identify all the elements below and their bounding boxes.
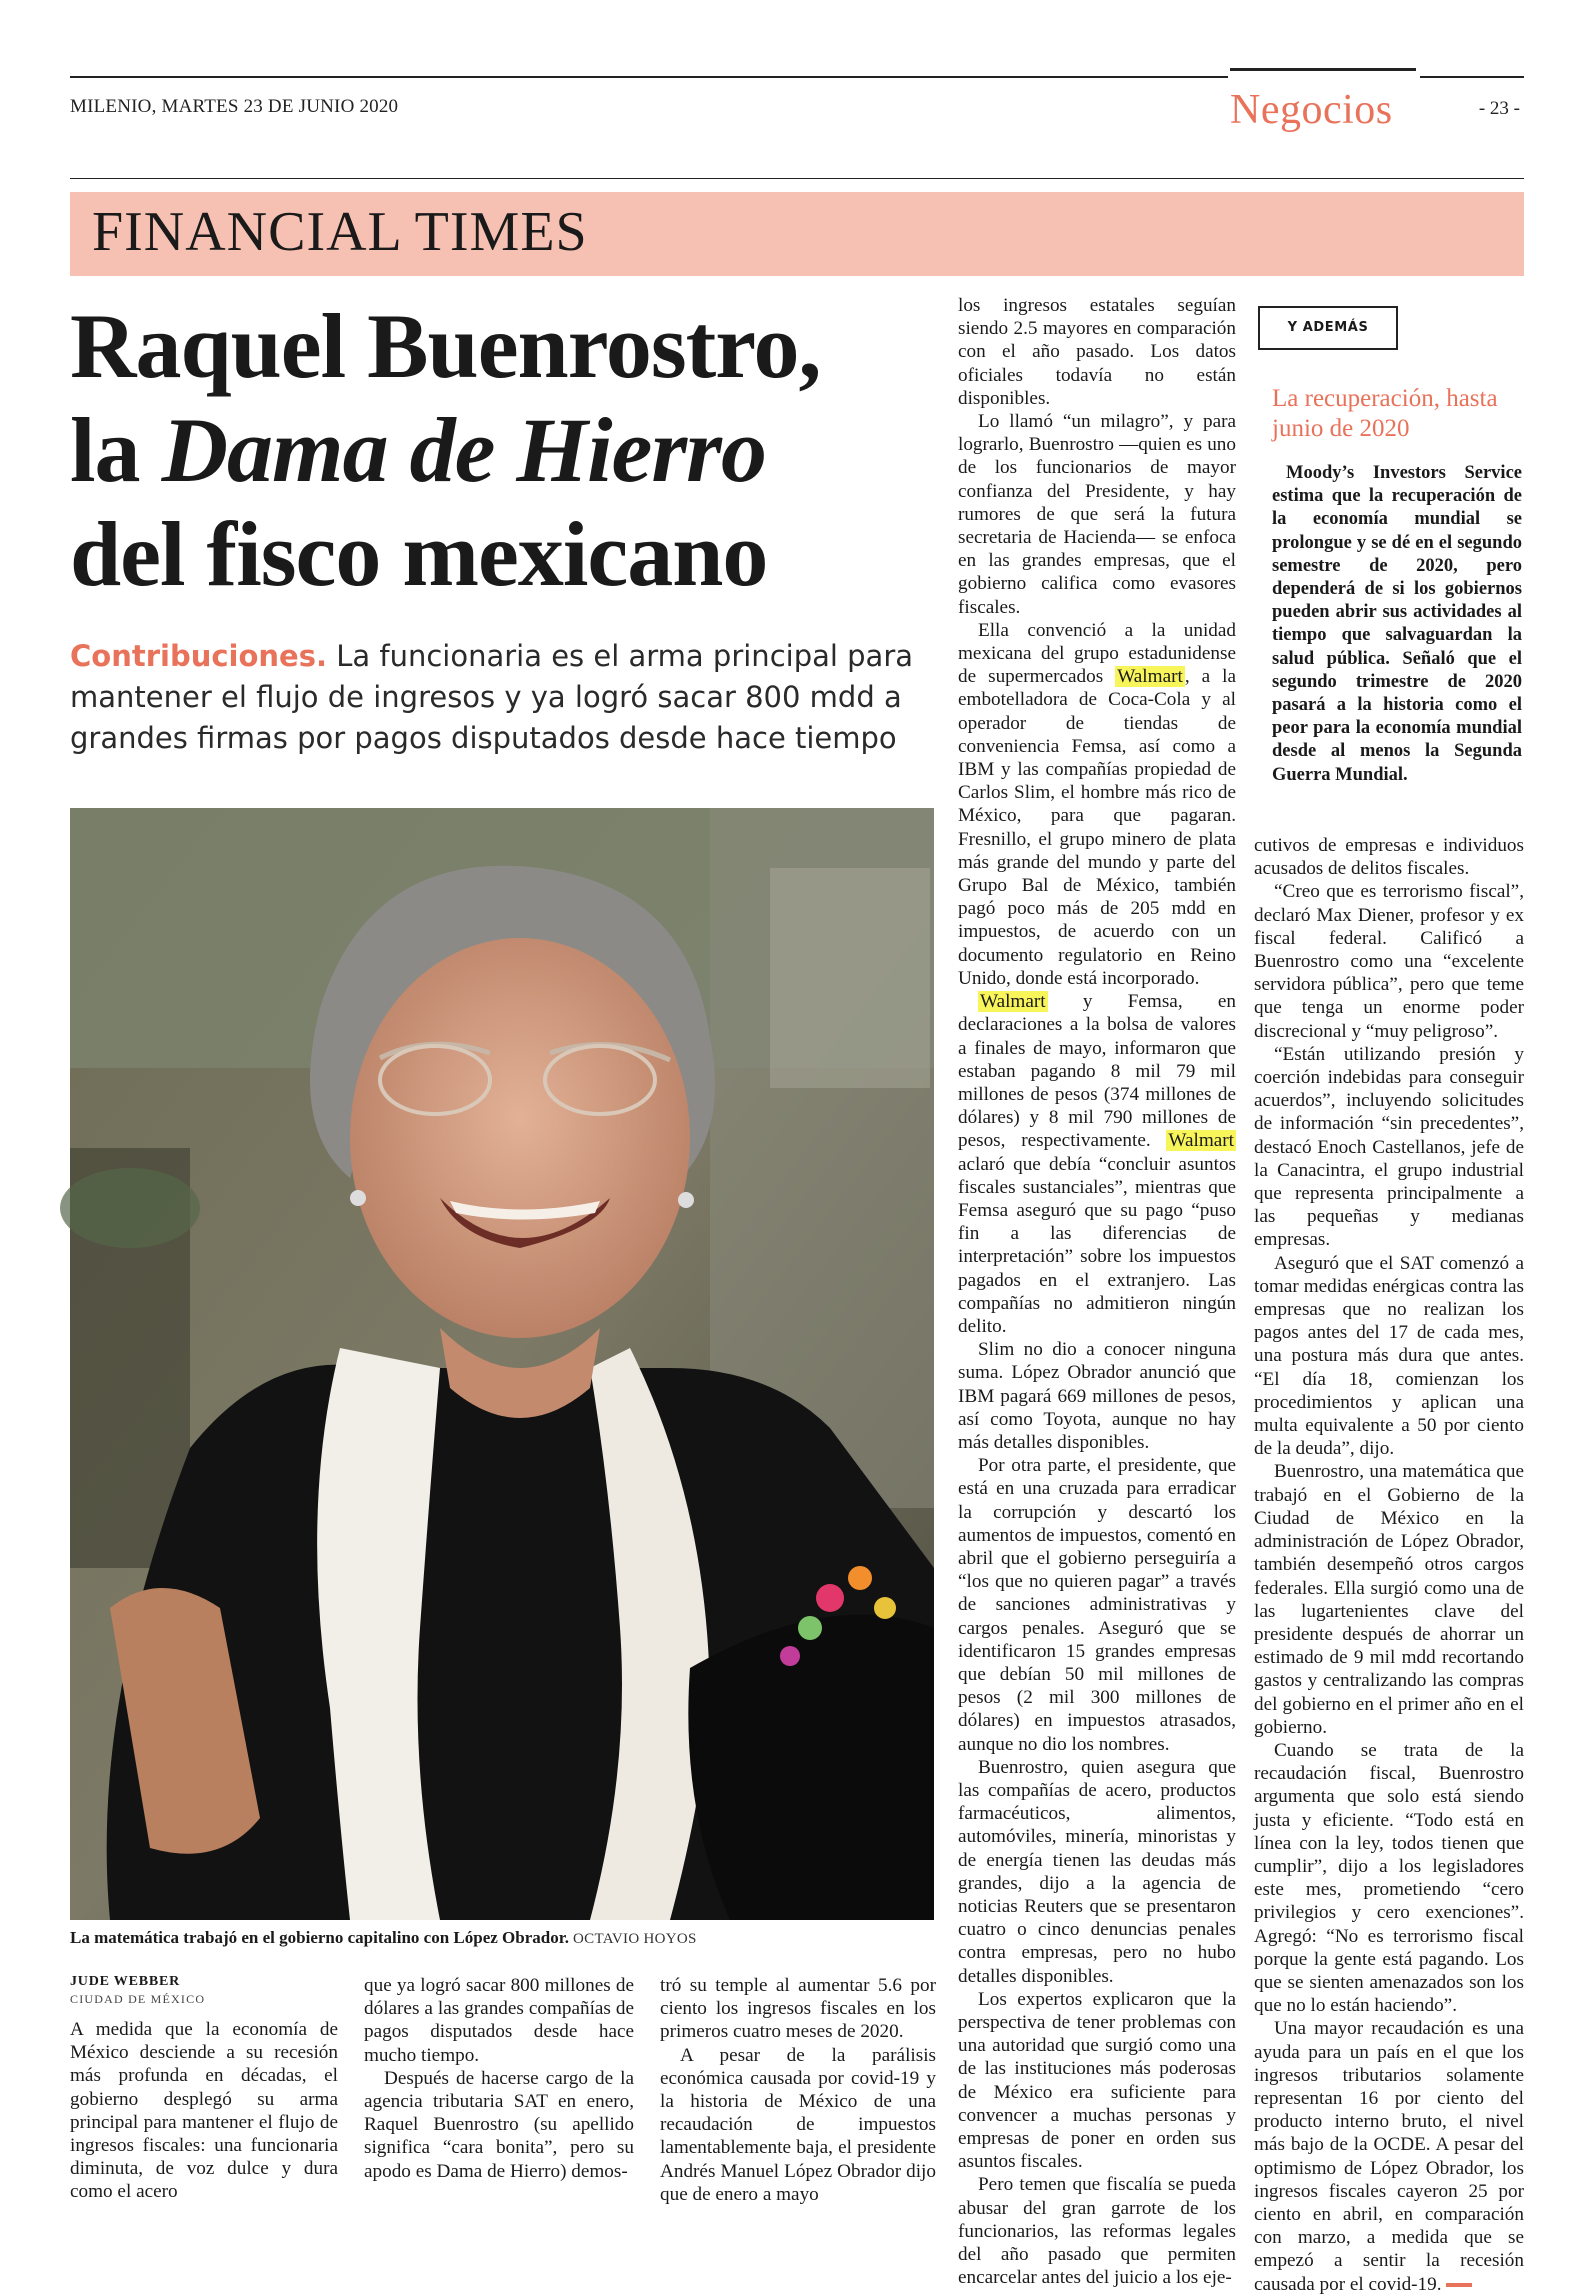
column-3 <box>660 1974 936 2206</box>
col5-p7 <box>1254 2017 1524 2295</box>
col4-p8: Los expertos explicaron que la perspectiva de tener problemas con una autoridad que surgió como una de las instituciones más poderosas de México era suficiente para convencer a muchas personas y empresas de poner en orden sus asuntos fiscales. <box>958 1988 1236 2173</box>
header-rule <box>70 178 1524 179</box>
photo-illustration <box>70 808 934 1920</box>
section-name: Negocios <box>1230 87 1393 133</box>
col5-p5: Buenrostro, una matemática que trabajó en el Gobierno de la Ciudad de México en la administración de López Obrador, también desempeñó otros cargos federales. Ella surgió como una de las lugartenientes clave del presidente después de ahorrar un estimado de 9 mil mdd recortando gastos y centralizando las compras del gobierno en el primer año en el gobierno. <box>1254 1461 1524 1738</box>
column-4 <box>958 294 1236 2289</box>
col5-p4: Aseguró que el SAT comenzó a tomar medidas enérgicas contra las empresas que no realizan los pagos antes del 17 de cada mes, una postura más dura que antes. “El día 18, comienzan los procedimientos y aplican una multa equivalente a 50 por ciento de la deuda”, dijo. <box>1254 1252 1524 1460</box>
dateline: MILENIO, MARTES 23 DE JUNIO 2020 <box>70 96 399 117</box>
col4-p4-d: aclaró que debía “concluir asuntos fiscales sustanciales”, mientras que Femsa aseguró que su pago “puso fin a las diferencias de interpretación” sobre los impuestos pagados en el extranjero. Las compañías no admitieron ningún delito. <box>958 1153 1236 1337</box>
photo-caption <box>70 1928 934 1948</box>
col4-p5: Slim no dio a conocer ninguna suma. López Obrador anunció que IBM pagará 669 millones de pesos, así como Toyota, aunque no hay más detalles disponibles. <box>958 1339 1236 1453</box>
caption-text: La matemática trabajó en el gobierno capitalino con López Obrador. <box>70 1928 569 1947</box>
column-5 <box>1254 834 1524 2296</box>
walmart-highlight: Walmart <box>1117 666 1183 688</box>
col4-p9: Pero temen que fiscalía se pueda abusar del gran garrote de los funcionarios, las reformas legales del año pasado que permiten encarcelar antes del juicio a los eje- <box>958 2174 1236 2289</box>
end-mark <box>1446 2283 1472 2287</box>
col3-p1: tró su temple al aumentar 5.6 por ciento los ingresos fiscales en los primeros cuatro meses de 2020. <box>660 1975 936 2043</box>
col5-p3: “Están utilizando presión y coerción indebidas para conseguir acuerdos”, incluyendo solicitudes de información “sin precedentes”, destacó Enoch Castellanos, jefe de la Canacintra, el grupo industrial que representa principalmente a las pequeñas y medianas empresas. <box>1254 1043 1524 1251</box>
col4-p3-b: , a la embotelladora de Coca-Cola y al operador de tiendas de conveniencia Femsa, así como a IBM y las compañías propiedad de Carlos Slim, el hombre más rico de México, para que pagaran. Fresnillo, el grupo minero de plata más grande del mundo y parte del Grupo Bal de México, también pagó poco más de 205 mdd en impuestos, de acuerdo con un documento regulatorio en Reino Unido, donde está incorporado. <box>958 666 1236 989</box>
col4-p3 <box>958 619 1236 990</box>
dek-text: La funcionaria es el arma principal para mantener el flujo de ingresos y ya logró sacar 800 mdd a grandes firmas por pagos disputados desde hace tiempo <box>70 639 914 755</box>
page-number: - 23 - <box>1478 98 1520 119</box>
article-photo <box>70 808 934 1920</box>
photo-credit: OCTAVIO HOYOS <box>568 1931 697 1947</box>
dek-kicker: Contribuciones. <box>70 639 328 673</box>
top-rule-gap <box>1228 70 1420 80</box>
walmart-highlight: Walmart <box>1168 1130 1234 1152</box>
dek <box>70 636 950 759</box>
column-2 <box>364 1974 634 2183</box>
col4-p4 <box>958 990 1236 1338</box>
headline-line2a: la <box>70 399 162 501</box>
col4-p7: Buenrostro, quien asegura que las compañías de acero, productos farmacéuticos, alimentos, automóviles, minería, minoristas y de energía tienen las deudas más grandes, dijo a la agencia de noticias Reuters que se presentaron cuatro o cinco denuncias penales contra empresas, pero no hubo detalles disponibles. <box>958 1756 1236 1987</box>
col3-p2: A pesar de la parálisis económica causada por covid-19 y la historia de México de una recaudación de impuestos lamentablemente baja, el presidente Andrés Manuel López Obrador dijo que de enero a mayo <box>660 2044 936 2205</box>
headline-line3: del fisco mexicano <box>70 503 768 605</box>
headline-italic: Dama de Hierro <box>161 399 766 501</box>
sidebar-tag: Y ADEMÁS <box>1258 306 1398 350</box>
walmart-highlight: Walmart <box>980 991 1046 1013</box>
col4-p4-b: y Femsa, en declaraciones a la bolsa de valores a finales de mayo, informaron que estaban pagando 8 mil 79 mil millones de pesos (374 millones de dólares) y 8 mil 790 millones de pesos, respectivamente. <box>958 991 1236 1152</box>
col4-p3-a: Ella convenció a la unidad mexicana del grupo estadunidense de supermercados <box>958 619 1236 688</box>
byline-name: JUDE WEBBER <box>70 1974 181 1989</box>
col4-p1: los ingresos estatales seguían siendo 2.5 mayores en comparación con el año pasado. Los datos oficiales todavía no están disponibles. <box>958 295 1236 409</box>
section-rule <box>1230 68 1416 71</box>
col4-p2: Lo llamó “un milagro”, y para lograrlo, Buenrostro —quien es uno de los funcionarios de mayor confianza del Presidente, y hay rumores de que será la futura secretaria de Hacienda— se enfoca en las grandes empresas, que el gobierno califica como evasores fiscales. <box>958 411 1236 618</box>
col1-p1: A medida que la economía de México desciende a su recesión más profunda en décadas, el gobierno desplegó su arma principal para mantener el flujo de ingresos fiscales: una funcionaria diminuta, de voz dulce y dura como el acero <box>70 2019 338 2203</box>
ft-label: FINANCIAL TIMES <box>92 201 588 263</box>
col5-p6: Cuando se trata de la recaudación fiscal, Buenrostro argumenta que solo está siendo justa y eficiente. “Todo está en línea con la ley, todos tienen que cumplir”, dijo a los legisladores este mes, prometiendo “cero privilegios y cero exenciones”. Agregó: “No es terrorismo fiscal porque la gente está pagando. Los que se sienten amenazados son los que no lo están haciendo”. <box>1254 1739 1524 2017</box>
col5-p7-text: Una mayor recaudación es una ayuda para un país en el que los ingresos tributarios solamente representan 16 por ciento del producto interno bruto, el nivel más bajo de la OCDE. A pesar del optimismo de López Obrador, los ingresos fiscales cayeron 25 por ciento en abril, en comparación con marzo, a medida que se empezó a sentir la recesión causada por el covid-19. <box>1254 2018 1524 2295</box>
col5-p2: “Creo que es terrorismo fiscal”, declaró Max Diener, profesor y ex fiscal federal. Calificó a Buenrostro como una “excelente servidora pública”, pero que teme que tenga un enorme poder discrecional y “muy peligroso”. <box>1254 881 1524 1042</box>
col2-p1: que ya logró sacar 800 millones de dólares a las grandes compañías de pagos disputados desde hace mucho tiempo. <box>364 1975 634 2066</box>
headline <box>70 294 950 606</box>
headline-line1: Raquel Buenrostro, <box>70 295 821 397</box>
column-1 <box>70 2018 338 2204</box>
col2-p2: Después de hacerse cargo de la agencia tributaria SAT en enero, Raquel Buenrostro (su apellido significa “cara bonita”, pero su apodo es Dama de Hierro) demos- <box>364 2067 634 2182</box>
sidebar-text: Moody’s Investors Service estima que la recuperación de la economía mundial se prolongue y se dé en el segundo semestre de 2020, pero dependerá de si los gobiernos pueden abrir sus actividades al tiempo que salvaguardan la salud pública. Señaló que el segundo trimestre de 2020 pasará a la historia como el peor para la economía mundial desde al menos la Segunda Guerra Mundial. <box>1272 463 1522 785</box>
byline-city: CIUDAD DE MÉXICO <box>70 1992 206 2006</box>
sidebar-title: La recuperación, hasta junio de 2020 <box>1272 385 1498 442</box>
sidebar-body <box>1272 462 1522 787</box>
col4-p6: Por otra parte, el presidente, que está en una cruzada para erradicar la corrupción y descartó los aumentos de impuestos, comentó en abril que el gobierno perseguiría a “los que no quieren pagar” a través de sanciones administrativas y cargos penales. Aseguró que se identificaron 15 grandes empresas que debían 50 mil millones de pesos (2 mil 300 millones de dólares) en impuestos atrasados, aunque no dio los nombres. <box>958 1455 1236 1755</box>
col5-p1: cutivos de empresas e individuos acusados de delitos fiscales. <box>1254 835 1524 880</box>
